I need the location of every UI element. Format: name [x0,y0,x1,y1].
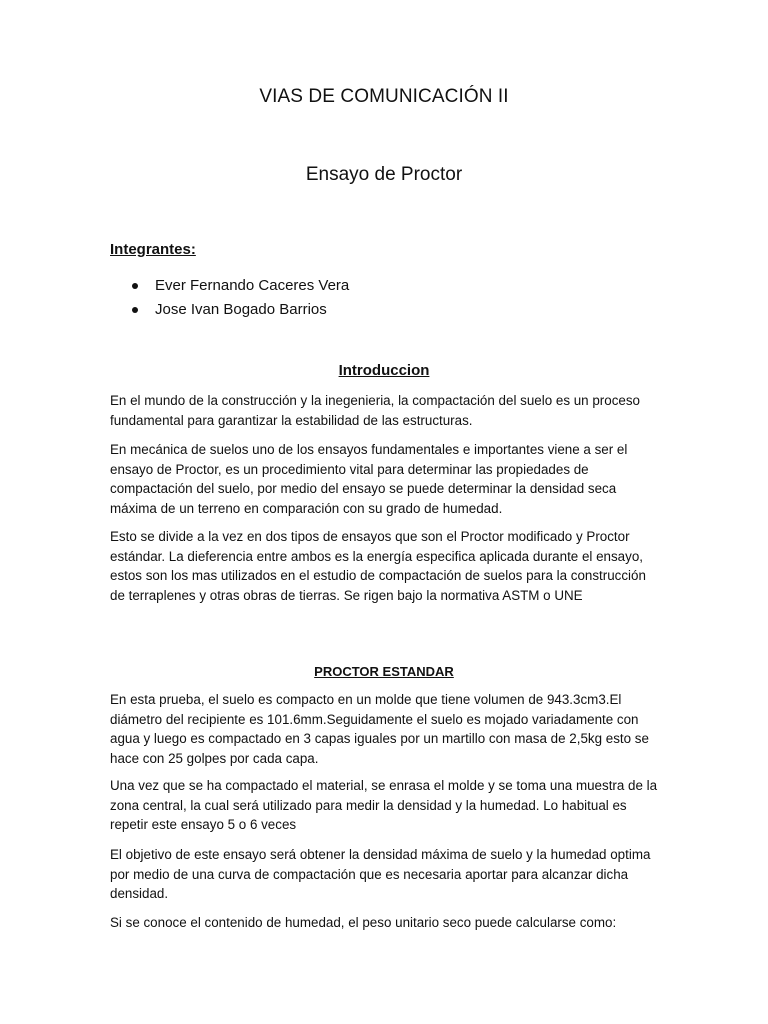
members-list [110,274,349,322]
intro-paragraph: Esto se divide a la vez en dos tipos de ensayos que son el Proctor modificado y Proctor estándar. La dieferencia entre ambos es la energía especifica aplicada durante el ensayo, estos son los mas utilizados en el estudio de compactación de suelos para la construcción de terraplenes y otras obras de tierras. Se rigen bajo la normativa ASTM o UNE [110,529,646,603]
document-title: VIAS DE COMUNICACIÓN II [259,86,509,107]
member-name: Ever Fernando Caceres Vera [155,277,350,294]
intro-heading: Introduccion [338,362,430,379]
proctor-heading: PROCTOR ESTANDAR [314,664,454,679]
bullet-icon [132,283,138,289]
proctor-paragraph: El objetivo de este ensayo será obtener la densidad máxima de suelo y la humedad optima por medio de una curva de compactación que es necesaria aportar para alcanzar dicha densidad. [110,847,651,902]
intro-paragraph: En el mundo de la construcción y la inegenieria, la compactación del suelo es un proceso fundamental para garantizar la estabilidad de las estructuras. [110,393,640,428]
members-heading: Integrantes: [110,241,196,258]
list-item [110,298,349,322]
intro-paragraph: En mecánica de suelos uno de los ensayos fundamentales e importantes viene a ser el ensayo de Proctor, es un procedimiento vital para determinar las propiedades de compactación del suelo, por medio del ensayo se puede determinar la densidad seca máxima de un terreno en comparación con su grado de humedad. [110,442,628,516]
bullet-icon [132,307,138,313]
document-subtitle: Ensayo de Proctor [305,164,463,185]
member-name: Jose Ivan Bogado Barrios [155,301,327,318]
list-item [110,274,349,298]
proctor-paragraph: En esta prueba, el suelo es compacto en un molde que tiene volumen de 943.3cm3.El diámetro del recipiente es 101.6mm.Seguidamente el suelo es mojado variadamente con agua y luego es compactado en 3 capas iguales por un martillo con masa de 2,5kg esto se hace con 25 golpes por cada capa. [110,692,649,766]
proctor-paragraph: Si se conoce el contenido de humedad, el peso unitario seco puede calcularse como: [110,915,617,930]
proctor-paragraph: Una vez que se ha compactado el material, se enrasa el molde y se toma una muestra de la zona central, la cual será utilizado para medir la densidad y la humedad. Lo habitual es repetir este ensayo 5 o 6 veces [110,778,658,833]
